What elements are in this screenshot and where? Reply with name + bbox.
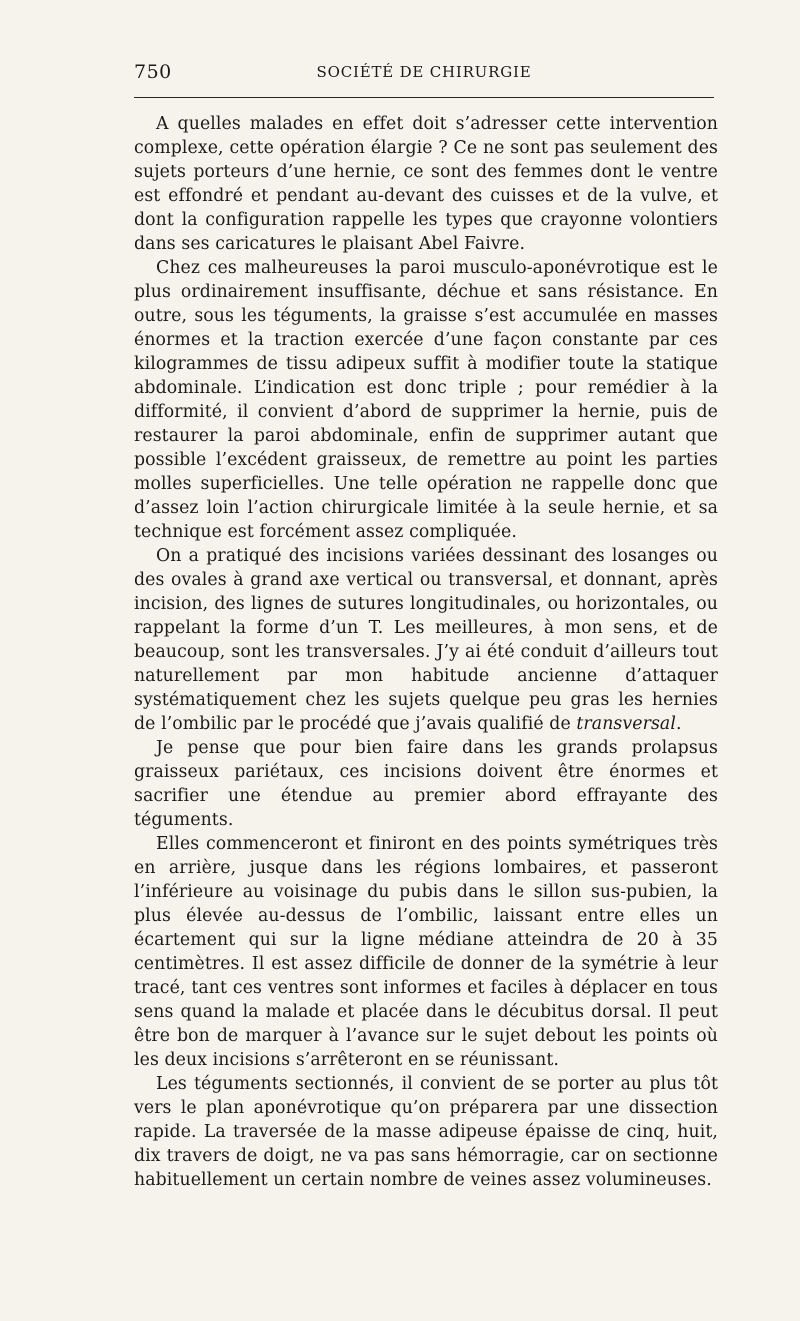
paragraph: A quelles malades en effet doit s’adresser cette intervention complexe, cette opération élargie ? Ce ne sont pas seulement des sujets porteurs d’une hernie, ce sont des femmes dont le ventre est effondré et pendant au-devant des cuisses et de la vulve, et dont la configuration rappelle les types que crayonne volontiers dans ses caricatures le plaisant Abel Faivre. [134,114,718,254]
paragraph [134,544,718,736]
paragraph: Elles commenceront et finiront en des points symétriques très en arrière, jusque dans les régions lombaires, et passeront l’inférieure au voisinage du pubis dans le sillon sus-pubien, la plus élevée au-dessus de l’ombilic, laissant entre elles un écartement qui sur la ligne médiane atteindra de 20 à 35 centimètres. Il est assez difficile de donner de la symétrie à leur tracé, tant ces ventres sont informes et faciles à déplacer en tous sens quand la malade et placée dans le décubitus dorsal. Il peut être bon de marquer à l’avance sur le sujet debout les points où les deux incisions s’arrêteront en se réunissant. [134,834,718,1070]
paragraph: Je pense que pour bien faire dans les grands prolapsus graisseux pariétaux, ces incisions doivent être énormes et sacrifier une étendue au premier abord effrayante des téguments. [134,738,718,830]
paragraph: Les téguments sectionnés, il convient de se porter au plus tôt vers le plan aponévrotique qu’on préparera par une dissection rapide. La traversée de la masse adipeuse épaisse de cinq, huit, dix travers de doigt, ne va pas sans hémorragie, car on sectionne habituellement un certain nombre de veines assez volumineuses. [134,1074,718,1190]
body-text [134,112,718,1192]
page-header [134,58,714,88]
header-rule [134,97,714,98]
running-title: SOCIÉTÉ DE CHIRURGIE [316,63,532,81]
paragraph: Chez ces malheureuses la paroi musculo-aponévrotique est le plus ordinairement insuffisante, déchue et sans résistance. En outre, sous les téguments, la graisse s’est accumulée en masses énormes et la traction exercée d’une façon constante par ces kilogrammes de tissu adipeux suffit à modifier toute la statique abdominale. L’indication est donc triple ; pour remédier à la difformité, il convient d’abord de supprimer la hernie, puis de restaurer la paroi abdominale, enfin de supprimer autant que possible l’excédent graisseux, de remettre au point les parties molles superficielles. Une telle opération ne rappelle donc que d’assez loin l’action chirurgicale limitée à la seule hernie, et sa technique est forcément assez compliquée. [134,258,718,542]
paragraph-text: On a pratiqué des incisions variées dessinant des losanges ou des ovales à grand axe vertical ou transversal, et donnant, après incision, des lignes de sutures longitudinales, ou horizontales, ou rappelant la forme d’un T. Les meilleures, à mon sens, et de beaucoup, sont les transversales. J’y ai été conduit d’ailleurs tout naturellement par mon habitude ancienne d’attaquer systématiquement chez les sujets quelque peu gras les hernies de l’ombilic par le procédé que j’avais qualifié de [134,546,718,734]
italic-term: transversal [576,714,676,734]
italic-term-suffix: . [675,714,682,734]
page-number: 750 [134,61,172,83]
